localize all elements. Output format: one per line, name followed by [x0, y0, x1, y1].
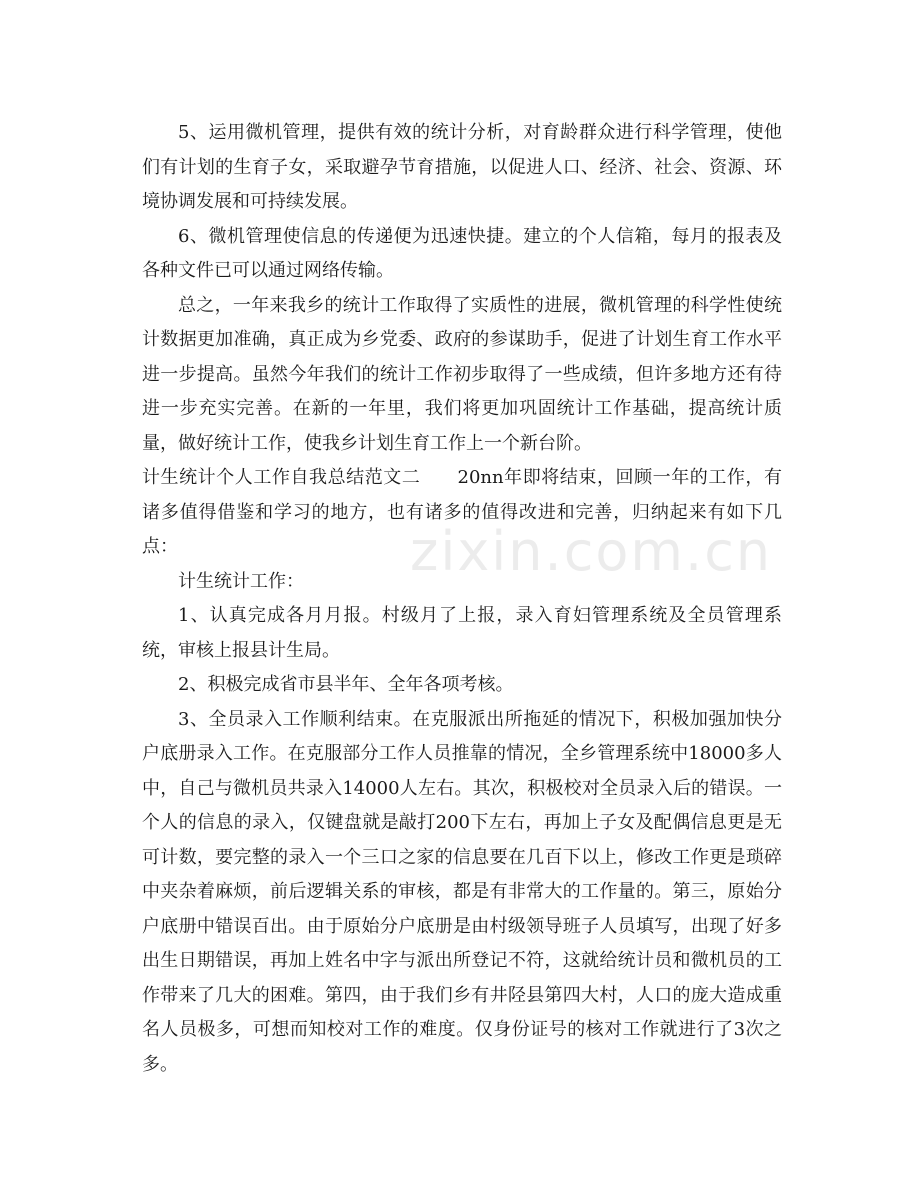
paragraph-summary: 总之，一年来我乡的统计工作取得了实质性的进展，微机管理的科学性使统计数据更加准确，真正成为乡党委、政府的参谋助手，促进了计划生育工作水平进一步提高。虽然今年我们的统计工作初步取得了一些成绩，但许多地方还有待进一步充实完善。在新的一年里，我们将更加巩固统计工作基础，提高统计质量，做好统计工作，使我乡计划生育工作上一个新台阶。: [142, 294, 782, 454]
paragraph-item-3: 3、全员录入工作顺利结束。在克服派出所拖延的情况下，积极加强加快分户底册录入工作。在克服部分工作人员推靠的情况，全乡管理系统中18000多人中，自己与微机员共录入14000人左右。其次，积极校对全员录入后的错误。一个人的信息的录入，仅键盘就是敲打200下左右，再加上子女及配偶信息更是无可计数，要完整的录入一个三口之家的信息要在几百下以上，修改工作更是琐碎中夹杂着麻烦，前后逻辑关系的审核，都是有非常大的工作量的。第三，原始分户底册中错误百出。由于原始分户底册是由村级领导班子人员填写，出现了好多出生日期错误，再加上姓名中字与派出所登记不符，这就给统计员和微机员的工作带来了几大的困难。第四，由于我们乡有井陉县第四大村，人口的庞大造成重名人员极多，可想而知校对工作的难度。仅身份证号的核对工作就进行了3次之多。: [142, 708, 782, 1075]
watermark: zixin.com.cn: [410, 520, 773, 583]
paragraph-item-2: 2、积极完成省市县半年、全年各项考核。: [178, 674, 514, 695]
paragraph-item-1: 1、认真完成各月月报。村级月了上报，录入育妇管理系统及全员管理系统，审核上报县计生局。: [142, 605, 782, 661]
paragraph-item-5: 5、运用微机管理，提供有效的统计分析，对育龄群众进行科学管理，使他们有计划的生育子女，采取避孕节育措施，以促进人口、经济、社会、资源、环境协调发展和可持续发展。: [142, 122, 782, 212]
document-body: [142, 116, 782, 1082]
paragraph-item-6: 6、微机管理使信息的传递便为迅速快捷。建立的个人信箱，每月的报表及各种文件已可以通过网络传输。: [142, 225, 782, 281]
paragraph-subheading: 计生统计工作：: [178, 570, 304, 592]
paragraph-section-two-heading: 计生统计个人工作自我总结范文二 20nn年即将结束，回顾一年的工作，有诸多值得借鉴和学习的地方，也有诸多的值得改进和完善，归纳起来有如下几点：: [142, 467, 782, 557]
